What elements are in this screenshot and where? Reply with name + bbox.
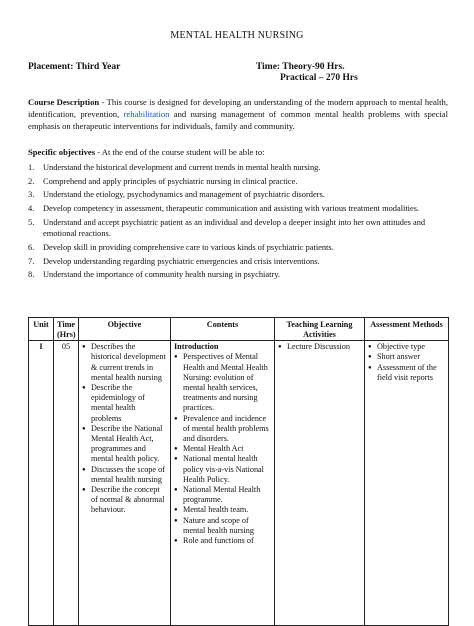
objective-text: Understand the importance of community health nursing in psychiatry. <box>43 270 280 280</box>
objective-number: 8. <box>28 270 35 280</box>
objective-text: Develop skill in providing comprehensive care to various kinds of psychiatric patients. <box>43 242 334 252</box>
list-item: ● Perspectives of Mental Health and Mental Health Nursing: evolution of mental health services, treatments and nursing practices. <box>174 352 271 413</box>
cell-time: 05 <box>54 341 79 626</box>
cell-unit: I <box>29 341 54 626</box>
objective-item <box>28 162 448 173</box>
course-description-text-1: - This course is designed for developing an understanding of the modern approach to mental health, identification, prevention, <box>28 97 448 120</box>
list-item: ● Describe the epidemiology of mental health problems <box>82 383 167 424</box>
header-objective: Objective <box>79 318 171 341</box>
list-item: ● Describe the concept of normal & abnormal behaviour. <box>82 485 167 516</box>
header-unit: Unit <box>29 318 54 341</box>
header-assessment-methods: Assessment Methods <box>365 318 449 341</box>
objective-item <box>28 269 448 280</box>
time-theory: Time: Theory-90 Hrs. <box>256 62 345 72</box>
cell-teaching-learning-activities <box>275 341 365 626</box>
objective-item <box>28 176 448 187</box>
cell-assessment-methods <box>365 341 449 626</box>
objective-number: 5. <box>28 217 35 227</box>
list-item: ● Mental health team. <box>174 505 271 515</box>
objectives-list <box>28 162 448 283</box>
objective-text: Develop understanding regarding psychiatric emergencies and crisis interventions. <box>43 256 320 266</box>
list-item: ● Assessment of the field visit reports <box>368 363 445 383</box>
list-item: ● Short answer <box>368 352 445 362</box>
list-item: ● Discusses the scope of mental health nursing <box>82 465 167 485</box>
cell-contents <box>171 341 275 626</box>
specific-objectives-intro <box>28 146 448 158</box>
objective-number: 1. <box>28 163 35 172</box>
list-item: ● National mental health policy vis-a-vis National Health Policy. <box>174 454 271 485</box>
list-item: ● Role and functions of <box>174 536 271 546</box>
objective-number: 6. <box>28 242 35 252</box>
page-title: MENTAL HEALTH NURSING <box>170 30 304 41</box>
time-practical: Practical – 270 Hrs <box>280 73 358 83</box>
list-item: ● Describes the historical development & current trends in mental health nursing <box>82 342 167 383</box>
objective-item <box>28 203 448 214</box>
objective-number: 7. <box>28 256 35 266</box>
specific-objectives-text: - At the end of the course student will be able to: <box>95 147 265 157</box>
course-description-label: Course Description <box>28 97 100 107</box>
contents-heading: Introduction <box>174 342 219 352</box>
list-item: ● Prevalence and incidence of mental health problems and disorders. <box>174 414 271 445</box>
objective-text: Understand and accept psychiatric patient as an individual and develop a deeper insight into her own attitudes and emotional reactions. <box>43 217 426 239</box>
objective-number: 3. <box>28 190 35 200</box>
objective-text: Understand the etiology, psychodynamics and management of psychiatric disorders. <box>43 190 325 200</box>
placement-label: Placement: Third Year <box>28 62 121 72</box>
header-time: Time (Hrs) <box>54 318 79 341</box>
list-item: ● Mental Health Act <box>174 444 271 454</box>
course-table <box>28 317 449 626</box>
list-item: ● Lecture Discussion <box>278 342 361 352</box>
cell-objectives <box>79 341 171 626</box>
list-item: ● National Mental Health programme. <box>174 485 271 505</box>
objective-item <box>28 256 448 267</box>
list-item: ● Objective type <box>368 342 445 352</box>
table-row <box>29 341 449 626</box>
course-description-text-2: and nursing management of common mental health problems with special emphasis on therapeutic interventions for individuals, family and community. <box>28 109 448 132</box>
header-teaching-learning-activities: Teaching Learning Activities <box>275 318 365 341</box>
objective-item <box>28 217 448 240</box>
course-description <box>28 96 448 133</box>
objective-text: Develop competency in assessment, therapeutic communication and assisting with various treatment modalities. <box>43 204 420 214</box>
header-contents: Contents <box>171 318 275 341</box>
objective-text: Comprehend and apply principles of psychiatric nursing in clinical practice. <box>43 176 298 186</box>
table-header-row <box>29 318 449 341</box>
list-item: ● Describe the National Mental Health Act, programmes and mental health policy. <box>82 424 167 465</box>
specific-objectives-label: Specific objectives <box>28 147 96 157</box>
objective-number: 2. <box>28 176 35 186</box>
objective-item <box>28 189 448 200</box>
list-item: ● Nature and scope of mental health nursing <box>174 516 271 536</box>
objective-number: 4. <box>28 204 35 214</box>
rehabilitation-link[interactable]: rehabilitation <box>123 109 170 120</box>
objective-item <box>28 242 448 253</box>
objective-text: Understand the historical development and current trends in mental health nursing. <box>43 163 321 172</box>
